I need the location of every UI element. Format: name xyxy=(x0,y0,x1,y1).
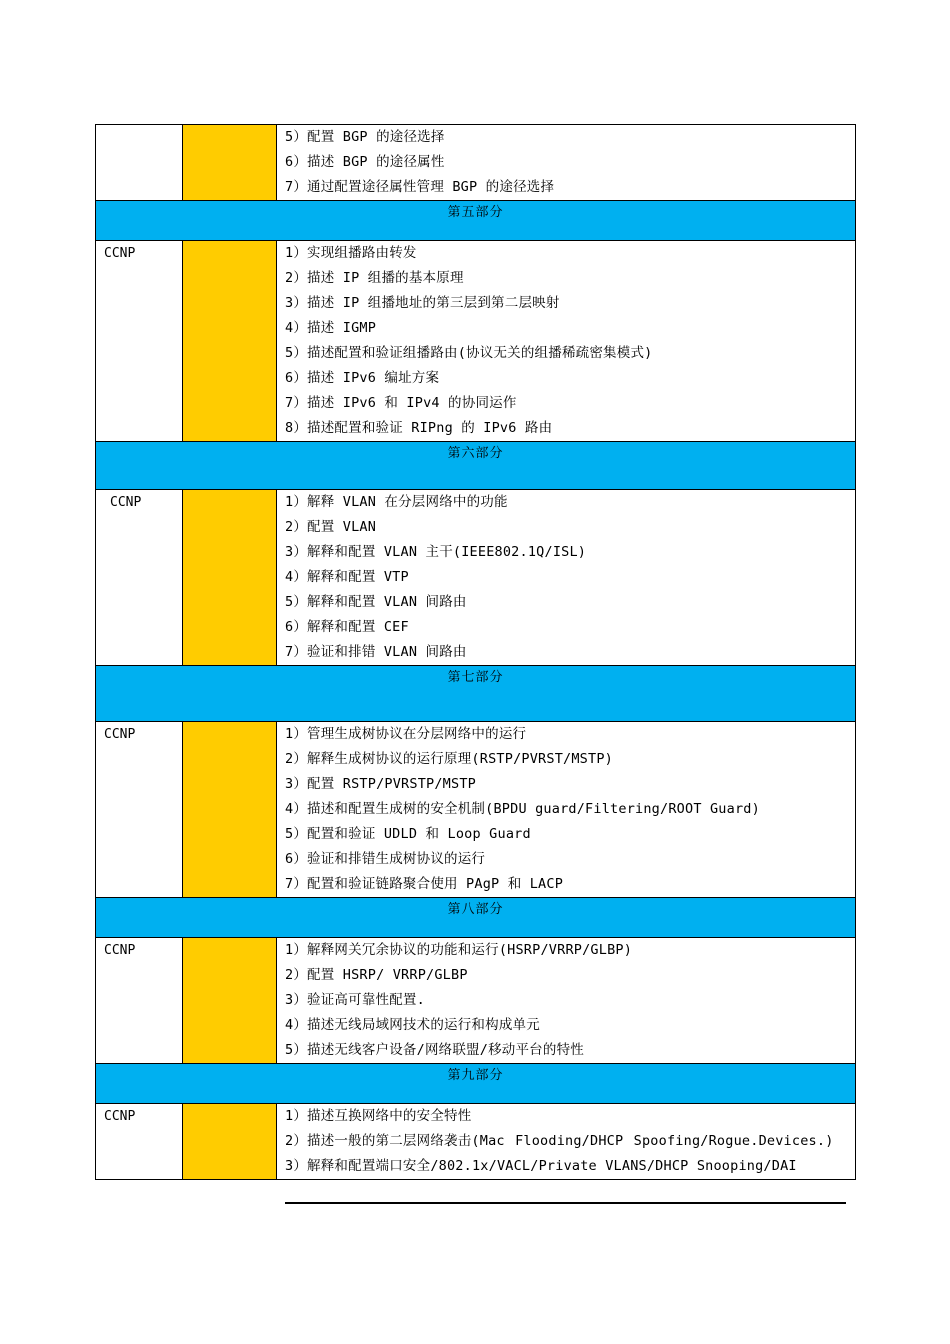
objective-item: 3）配置 RSTP/PVRSTP/MSTP xyxy=(285,776,476,792)
content-row xyxy=(96,125,856,201)
level-cell xyxy=(96,125,183,201)
level-cell: CCNP xyxy=(96,938,183,1064)
section-title: 第五部分 xyxy=(96,201,856,241)
objective-item: 2）描述 IP 组播的基本原理 xyxy=(285,270,464,286)
objective-item: 5）配置和验证 UDLD 和 Loop Guard xyxy=(285,826,531,842)
objectives-cell xyxy=(277,722,856,898)
content-row xyxy=(96,490,856,666)
level-cell: CCNP xyxy=(96,722,183,898)
objective-item: 3）描述 IP 组播地址的第三层到第二层映射 xyxy=(285,295,560,311)
objective-item: 3）解释和配置 VLAN 主干(IEEE802.1Q/ISL) xyxy=(285,544,587,560)
syllabus-table xyxy=(95,124,856,1180)
objective-item: 7）通过配置途径属性管理 BGP 的途径选择 xyxy=(285,179,555,195)
objective-item: 1）解释 VLAN 在分层网络中的功能 xyxy=(285,494,508,510)
objective-item: 2）配置 VLAN xyxy=(285,519,377,535)
level-cell: CCNP xyxy=(96,241,183,442)
highlight-cell xyxy=(183,490,277,666)
objective-item: 4）解释和配置 VTP xyxy=(285,569,409,585)
objective-item: 2）配置 HSRP/ VRRP/GLBP xyxy=(285,967,468,983)
highlight-cell xyxy=(183,938,277,1064)
section-header-row xyxy=(96,201,856,241)
objective-item: 4）描述和配置生成树的安全机制(BPDU guard/Filtering/ROOT Guard) xyxy=(285,801,760,817)
highlight-cell xyxy=(183,1104,277,1180)
objective-item: 5）描述配置和验证组播路由(协议无关的组播稀疏密集模式) xyxy=(285,345,653,361)
level-cell: CCNP xyxy=(96,490,183,666)
syllabus-table-body xyxy=(96,125,856,1180)
objective-item: 3）解释和配置端口安全/802.1x/VACL/Private VLANS/DHCP Snooping/DAI xyxy=(285,1158,797,1174)
objective-item: 8）描述配置和验证 RIPng 的 IPv6 路由 xyxy=(285,420,553,436)
objective-item: 1）管理生成树协议在分层网络中的运行 xyxy=(285,726,527,742)
objectives-cell xyxy=(277,241,856,442)
content-row xyxy=(96,938,856,1064)
objective-item: 2）描述一般的第二层网络袭击(Mac Flooding/DHCP Spoofing/Rogue.Devices.) xyxy=(285,1133,834,1149)
objective-item: 5）解释和配置 VLAN 间路由 xyxy=(285,594,467,610)
objective-item: 1）解释网关冗余协议的功能和运行(HSRP/VRRP/GLBP) xyxy=(285,942,633,958)
objectives-cell xyxy=(277,125,856,201)
objective-item: 6）描述 BGP 的途径属性 xyxy=(285,154,445,170)
objective-item: 4）描述无线局域网技术的运行和构成单元 xyxy=(285,1017,540,1033)
section-title: 第六部分 xyxy=(96,442,856,490)
section-header-row xyxy=(96,1064,856,1104)
objective-item: 6）描述 IPv6 编址方案 xyxy=(285,370,440,386)
objective-item: 3）验证高可靠性配置. xyxy=(285,992,425,1008)
content-row xyxy=(96,241,856,442)
objective-item: 6）验证和排错生成树协议的运行 xyxy=(285,851,486,867)
objective-item: 5）描述无线客户设备/网络联盟/移动平台的特性 xyxy=(285,1042,584,1058)
objectives-cell xyxy=(277,490,856,666)
objective-item: 7）描述 IPv6 和 IPv4 的协同运作 xyxy=(285,395,517,411)
level-cell: CCNP xyxy=(96,1104,183,1180)
objective-item: 1）描述互换网络中的安全特性 xyxy=(285,1108,472,1124)
text-underline xyxy=(285,1202,846,1204)
highlight-cell xyxy=(183,722,277,898)
highlight-cell xyxy=(183,241,277,442)
highlight-cell xyxy=(183,125,277,201)
section-header-row xyxy=(96,442,856,490)
objectives-cell xyxy=(277,1104,856,1180)
section-title: 第八部分 xyxy=(96,898,856,938)
content-row xyxy=(96,722,856,898)
objectives-cell xyxy=(277,938,856,1064)
section-header-row xyxy=(96,666,856,722)
section-title: 第七部分 xyxy=(96,666,856,722)
objective-item: 7）验证和排错 VLAN 间路由 xyxy=(285,644,467,660)
section-header-row xyxy=(96,898,856,938)
content-row xyxy=(96,1104,856,1180)
objective-item: 6）解释和配置 CEF xyxy=(285,619,409,635)
objective-item: 7）配置和验证链路聚合使用 PAgP 和 LACP xyxy=(285,876,564,892)
objective-item: 5）配置 BGP 的途径选择 xyxy=(285,129,445,145)
objective-item: 2）解释生成树协议的运行原理(RSTP/PVRST/MSTP) xyxy=(285,751,613,767)
section-title: 第九部分 xyxy=(96,1064,856,1104)
objective-item: 1）实现组播路由转发 xyxy=(285,245,417,261)
objective-item: 4）描述 IGMP xyxy=(285,320,377,336)
